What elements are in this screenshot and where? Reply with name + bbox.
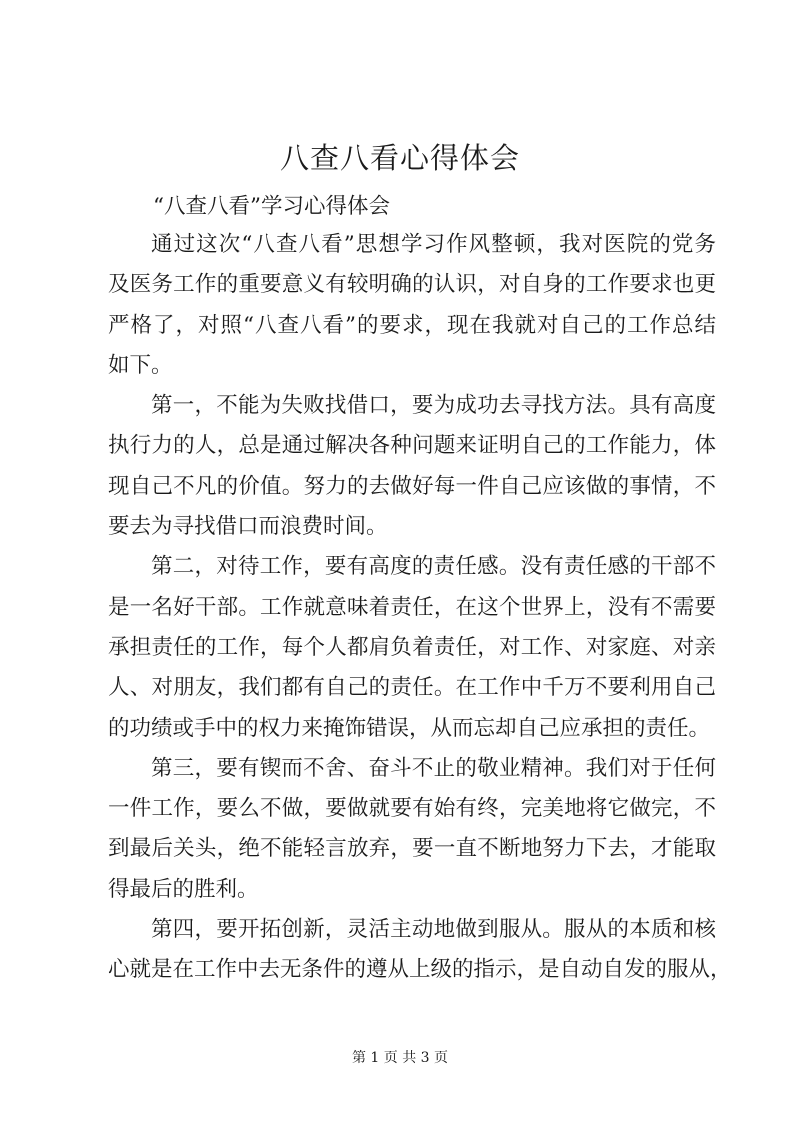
text-line: 到最后关头，绝不能轻言放弃，要一直不断地努力下去，才能取 [108,836,716,862]
paragraph-5 [108,910,732,991]
text-line: 现自己不凡的价值。努力的去做好每一件自己应该做的事情，不 [108,473,716,499]
text-line: 如下。 [108,352,173,378]
text-line: 是一名好干部。工作就意味着责任，在这个世界上，没有不需要 [108,594,716,620]
text-line: 及医务工作的重要意义有较明确的认识，对自身的工作要求也更 [108,272,716,298]
text-line: 第三，要有锲而不舍、奋斗不止的敬业精神。我们对于任何 [151,755,716,781]
text-line: 执行力的人，总是通过解决各种问题来证明自己的工作能力，体 [108,433,716,459]
document-subtitle: “八查八看”学习心得体会 [153,194,390,219]
text-line: 第四，要开拓创新，灵活主动地做到服从。服从的本质和核 [151,917,716,943]
text-line: 第一，不能为失败找借口，要为成功去寻找方法。具有高度 [151,393,716,419]
document-title: 八查八看心得体会 [279,141,520,175]
document-body [108,225,732,991]
text-line: 人、对朋友，我们都有自己的责任。在工作中千万不要利用自己 [108,675,716,701]
page-footer: 第 1 页 共 3 页 [351,1050,449,1066]
paragraph-3 [108,547,716,748]
text-line: 第二，对待工作，要有高度的责任感。没有责任感的干部不 [151,554,716,580]
paragraph-2 [108,386,716,547]
text-line: 心就是在工作中去无条件的遵从上级的指示，是自动自发的服从， [108,957,732,983]
text-line: 承担责任的工作，每个人都肩负着责任，对工作、对家庭、对亲 [108,634,716,660]
text-line: 一件工作，要么不做，要做就要有始有终，完美地将它做完，不 [108,796,716,822]
paragraph-1 [108,225,716,386]
paragraph-4 [108,749,716,910]
text-line: 的功绩或手中的权力来掩饰错误，从而忘却自己应承担的责任。 [108,715,711,741]
text-line: 得最后的胜利。 [108,876,259,902]
text-line: 要去为寻找借口而浪费时间。 [108,514,388,540]
text-line: 通过这次“八查八看”思想学习作风整顿，我对医院的党务 [151,232,716,257]
text-line: 严格了，对照“八查八看”的要求，现在我就对自己的工作总结 [108,312,716,338]
